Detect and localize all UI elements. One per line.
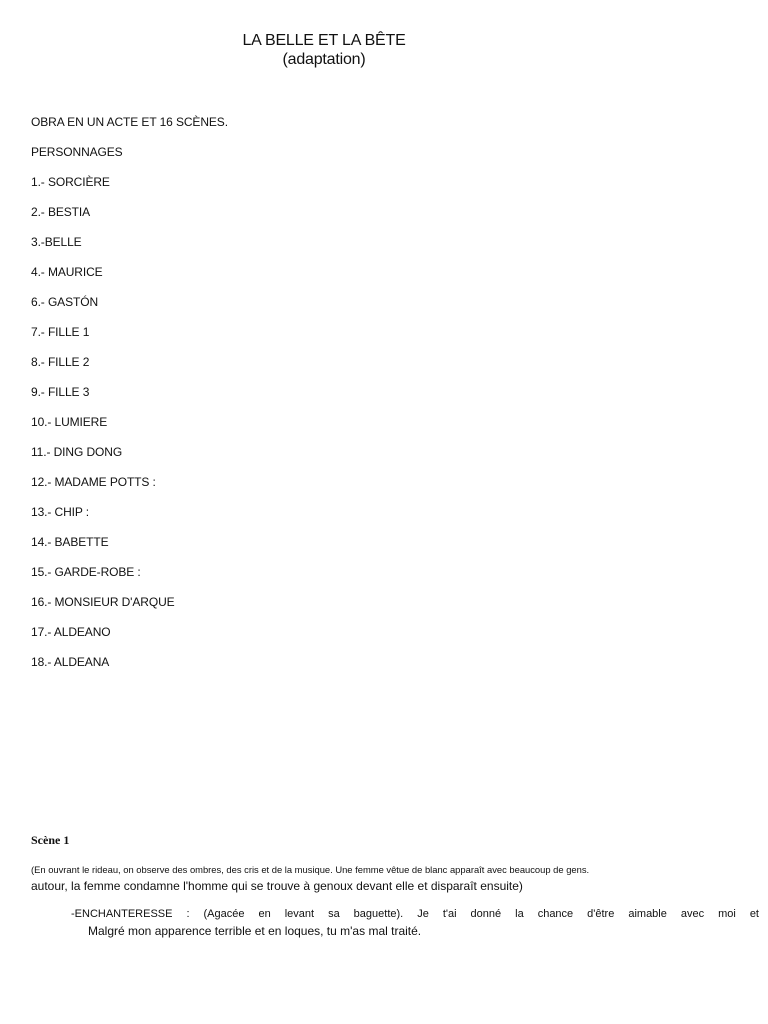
character-item: 9.- FILLE 3 xyxy=(31,385,90,399)
character-item: 2.- BESTIA xyxy=(31,205,91,219)
character-item: 12.- MADAME POTTS : xyxy=(31,475,156,489)
document-subtitle: (adaptation) xyxy=(282,51,366,68)
character-item: 4.- MAURICE xyxy=(31,265,103,279)
scene-heading: Scène 1 xyxy=(31,833,70,847)
dialogue-line: -ENCHANTERESSE : (Agacée en levant sa baguette). Je t'ai donné la chance d'être aimable avec moi et xyxy=(71,908,759,920)
character-item: 11.- DING DONG xyxy=(31,445,123,459)
characters-heading: PERSONNAGES xyxy=(31,145,123,159)
character-item: 15.- GARDE-ROBE : xyxy=(31,565,141,579)
character-item: 1.- SORCIÈRE xyxy=(31,175,110,189)
play-intro: OBRA EN UN ACTE ET 16 SCÈNES. xyxy=(31,115,228,129)
character-item: 13.- CHIP : xyxy=(31,505,90,519)
character-item: 10.- LUMIERE xyxy=(31,415,108,429)
character-item: 16.- MONSIEUR D'ARQUE xyxy=(31,595,175,609)
stage-direction-continued: autour, la femme condamne l'homme qui se trouve à genoux devant elle et disparaît ensuite) xyxy=(31,879,523,893)
document-title: LA BELLE ET LA BÊTE xyxy=(242,32,406,49)
dialogue-line-continued: Malgré mon apparence terrible et en loques, tu m'as mal traité. xyxy=(88,924,422,938)
character-item: 14.- BABETTE xyxy=(31,535,109,549)
character-item: 3.-BELLE xyxy=(31,235,82,249)
character-item: 17.- ALDEANO xyxy=(31,625,111,639)
stage-direction: (En ouvrant le rideau, on observe des ombres, des cris et de la musique. Une femme vêtue de blanc apparaît avec beaucoup de gens. xyxy=(31,864,590,875)
character-item: 6.- GASTÓN xyxy=(31,295,99,309)
character-item: 8.- FILLE 2 xyxy=(31,355,90,369)
character-item: 18.- ALDEANA xyxy=(31,655,110,669)
character-item: 7.- FILLE 1 xyxy=(31,325,90,339)
